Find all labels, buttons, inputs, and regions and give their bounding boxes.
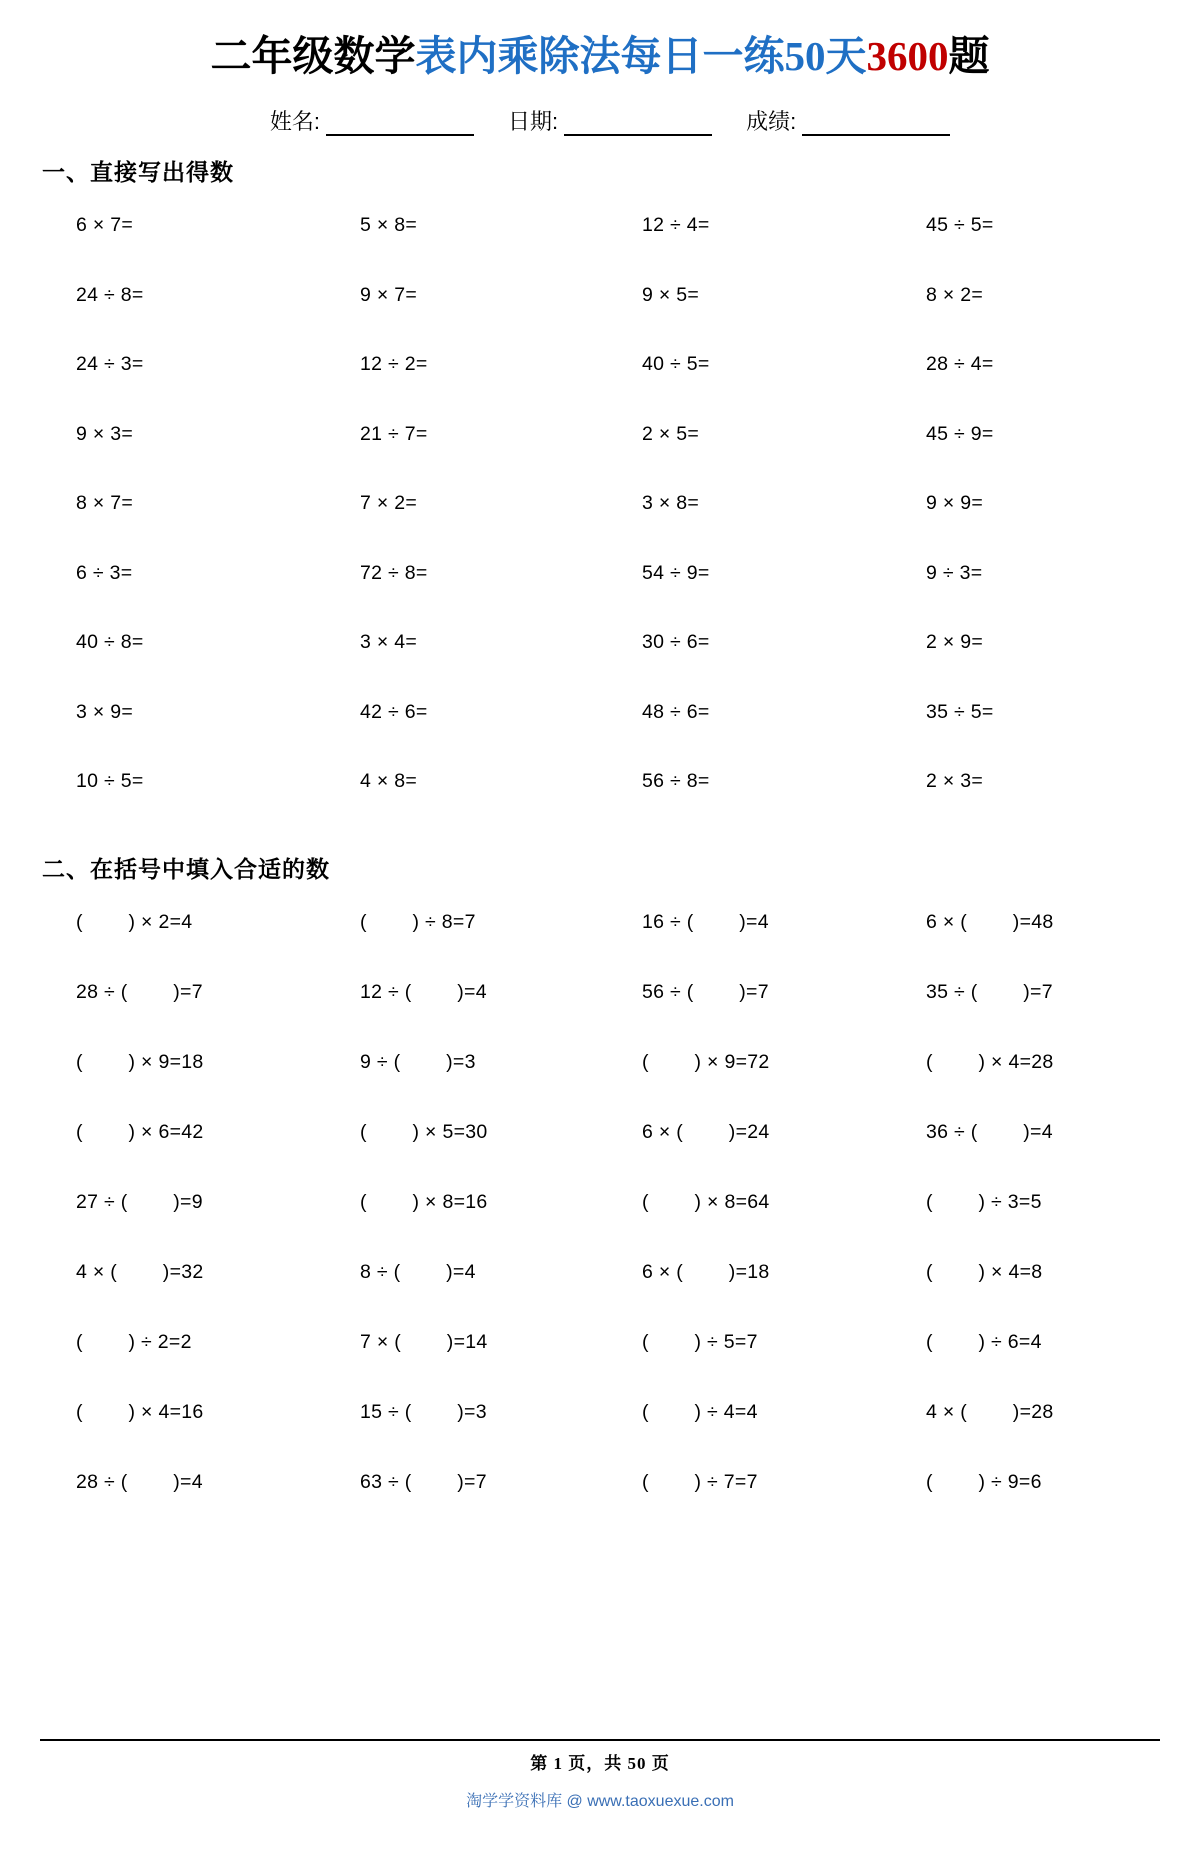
problem-cell[interactable]: [40, 888, 320, 958]
section-2-problem-grid: [40, 888, 1160, 1518]
problem-expression: 4 × 8=: [360, 770, 418, 793]
problem-expression: 12 ÷ 2=: [360, 353, 428, 376]
problem-expression: ( ) × 9=18: [76, 1051, 204, 1074]
date-field-group: [508, 105, 712, 136]
problem-expression: 8 × 7=: [76, 492, 134, 515]
section-1-heading: 一、直接写出得数: [42, 159, 234, 186]
problem-expression: 12 ÷ ( )=4: [360, 981, 487, 1004]
problem-expression: 8 ÷ ( )=4: [360, 1261, 476, 1284]
problem-expression: 6 × ( )=48: [926, 911, 1054, 934]
problem-expression: 3 × 4=: [360, 631, 418, 654]
problem-expression: 9 ÷ ( )=3: [360, 1051, 476, 1074]
problem-cell[interactable]: [600, 958, 880, 1028]
problem-expression: 9 × 7=: [360, 283, 418, 306]
problem-cell[interactable]: [40, 191, 320, 261]
title-part-subject: 二年级数学: [210, 33, 416, 79]
problem-cell[interactable]: [600, 747, 880, 817]
date-label: 日期:: [507, 109, 559, 135]
section-2-heading: 二、在括号中填入合适的数: [42, 855, 330, 882]
problem-expression: ( ) ÷ 8=7: [360, 911, 476, 934]
problem-cell[interactable]: [320, 888, 600, 958]
problem-expression: 28 ÷ ( )=4: [76, 1471, 203, 1494]
problem-cell[interactable]: [600, 469, 880, 539]
problem-cell[interactable]: [880, 539, 1160, 609]
problem-expression: 7 × ( )=14: [360, 1331, 488, 1354]
problem-expression: 54 ÷ 9=: [642, 561, 710, 584]
problem-expression: 12 ÷ 4=: [642, 214, 710, 237]
problem-cell[interactable]: [320, 678, 600, 748]
problem-cell[interactable]: [320, 261, 600, 331]
problem-expression: ( ) × 4=8: [926, 1261, 1043, 1284]
problem-cell[interactable]: [40, 1378, 320, 1448]
problem-expression: 6 × ( )=24: [642, 1121, 770, 1144]
problem-cell[interactable]: [880, 678, 1160, 748]
problem-expression: 45 ÷ 5=: [926, 214, 994, 237]
problem-cell[interactable]: [880, 1028, 1160, 1098]
problem-expression: 28 ÷ ( )=7: [76, 981, 203, 1004]
problem-expression: 15 ÷ ( )=3: [360, 1401, 487, 1424]
problem-expression: ( ) × 9=72: [642, 1051, 770, 1074]
problem-cell[interactable]: [40, 1308, 320, 1378]
problem-expression: ( ) × 2=4: [76, 911, 193, 934]
site-watermark: 淘学学资料库 @ www.taoxuexue.com: [466, 1793, 734, 1810]
title-part-topic: 表内乘除法每日一练50天: [415, 33, 867, 79]
problem-expression: 35 ÷ 5=: [926, 700, 994, 723]
problem-expression: 9 × 9=: [926, 492, 984, 515]
problem-expression: ( ) ÷ 6=4: [926, 1331, 1042, 1354]
problem-cell[interactable]: [600, 1308, 880, 1378]
problem-cell[interactable]: [880, 1168, 1160, 1238]
problem-cell[interactable]: [600, 400, 880, 470]
problem-expression: ( ) ÷ 4=4: [642, 1401, 758, 1424]
page-number: 第 1 页，共 50 页: [530, 1754, 670, 1773]
problem-expression: 27 ÷ ( )=9: [76, 1191, 203, 1214]
problem-expression: 21 ÷ 7=: [360, 422, 428, 445]
problem-expression: 28 ÷ 4=: [926, 353, 994, 376]
problem-cell[interactable]: [600, 1098, 880, 1168]
problem-expression: ( ) × 8=64: [642, 1191, 770, 1214]
problem-cell[interactable]: [40, 958, 320, 1028]
problem-expression: 6 × ( )=18: [642, 1261, 770, 1284]
problem-cell[interactable]: [320, 1378, 600, 1448]
problem-expression: 24 ÷ 8=: [76, 283, 144, 306]
problem-cell[interactable]: [880, 958, 1160, 1028]
name-field-group: [270, 105, 474, 136]
problem-cell[interactable]: [600, 1168, 880, 1238]
problem-cell[interactable]: [40, 539, 320, 609]
problem-cell[interactable]: [40, 1168, 320, 1238]
problem-cell[interactable]: [880, 1448, 1160, 1518]
problem-expression: 2 × 5=: [642, 422, 700, 445]
problem-expression: ( ) ÷ 5=7: [642, 1331, 758, 1354]
problem-expression: 56 ÷ ( )=7: [642, 981, 769, 1004]
date-input-blank[interactable]: [564, 112, 712, 136]
problem-expression: ( ) × 8=16: [360, 1191, 488, 1214]
section-1-problem-grid: [40, 191, 1160, 817]
problem-expression: 5 × 8=: [360, 214, 418, 237]
problem-cell[interactable]: [880, 1238, 1160, 1308]
problem-cell[interactable]: [320, 539, 600, 609]
problem-expression: 72 ÷ 8=: [360, 561, 428, 584]
problem-cell[interactable]: [880, 191, 1160, 261]
problem-expression: 9 × 5=: [642, 283, 700, 306]
problem-expression: ( ) ÷ 7=7: [642, 1471, 758, 1494]
problem-expression: 3 × 8=: [642, 492, 700, 515]
problem-cell[interactable]: [880, 1308, 1160, 1378]
problem-cell[interactable]: [600, 330, 880, 400]
problem-cell[interactable]: [40, 678, 320, 748]
title-part-count: 3600: [866, 33, 949, 79]
page-title: [40, 34, 1160, 79]
problem-expression: 42 ÷ 6=: [360, 700, 428, 723]
problem-cell[interactable]: [600, 1028, 880, 1098]
problem-expression: 4 × ( )=32: [76, 1261, 204, 1284]
problem-cell[interactable]: [320, 1168, 600, 1238]
problem-expression: 56 ÷ 8=: [642, 770, 710, 793]
problem-cell[interactable]: [320, 191, 600, 261]
name-label: 姓名:: [269, 109, 320, 135]
problem-expression: ( ) × 5=30: [360, 1121, 488, 1144]
title-part-unit: 题: [948, 33, 990, 79]
problem-expression: ( ) × 6=42: [76, 1121, 204, 1144]
problem-cell[interactable]: [600, 191, 880, 261]
score-label: 成绩:: [746, 109, 797, 135]
problem-expression: 40 ÷ 5=: [642, 353, 710, 376]
problem-cell[interactable]: [40, 1028, 320, 1098]
problem-cell[interactable]: [880, 1378, 1160, 1448]
problem-cell[interactable]: [880, 888, 1160, 958]
problem-expression: 45 ÷ 9=: [926, 422, 994, 445]
problem-expression: 63 ÷ ( )=7: [360, 1471, 487, 1494]
problem-cell[interactable]: [600, 888, 880, 958]
problem-expression: 4 × ( )=28: [926, 1401, 1054, 1424]
problem-expression: 2 × 9=: [926, 631, 984, 654]
problem-cell[interactable]: [600, 1448, 880, 1518]
problem-expression: 35 ÷ ( )=7: [926, 981, 1053, 1004]
problem-expression: 8 × 2=: [926, 283, 984, 306]
problem-expression: 2 × 3=: [926, 770, 984, 793]
problem-expression: ( ) × 4=28: [926, 1051, 1054, 1074]
problem-cell[interactable]: [600, 1378, 880, 1448]
problem-expression: 36 ÷ ( )=4: [926, 1121, 1053, 1144]
problem-expression: ( ) × 4=16: [76, 1401, 204, 1424]
problem-expression: 24 ÷ 3=: [76, 353, 144, 376]
problem-cell[interactable]: [880, 400, 1160, 470]
problem-expression: 9 × 3=: [76, 422, 134, 445]
problem-expression: 7 × 2=: [360, 492, 418, 515]
problem-expression: 6 ÷ 3=: [76, 561, 133, 584]
problem-cell[interactable]: [600, 608, 880, 678]
problem-cell[interactable]: [880, 330, 1160, 400]
problem-cell[interactable]: [880, 608, 1160, 678]
problem-cell[interactable]: [600, 678, 880, 748]
problem-expression: ( ) ÷ 3=5: [926, 1191, 1042, 1214]
problem-cell[interactable]: [320, 1448, 600, 1518]
problem-expression: ( ) ÷ 9=6: [926, 1471, 1042, 1494]
name-input-blank[interactable]: [326, 112, 474, 136]
problem-cell[interactable]: [40, 400, 320, 470]
student-info-line: [40, 105, 1160, 136]
problem-expression: 9 ÷ 3=: [926, 561, 983, 584]
problem-cell[interactable]: [40, 261, 320, 331]
problem-expression: 3 × 9=: [76, 700, 134, 723]
problem-cell[interactable]: [880, 469, 1160, 539]
problem-cell[interactable]: [320, 469, 600, 539]
problem-expression: 16 ÷ ( )=4: [642, 911, 769, 934]
problem-cell[interactable]: [320, 1098, 600, 1168]
problem-cell[interactable]: [320, 608, 600, 678]
problem-cell[interactable]: [320, 330, 600, 400]
score-input-blank[interactable]: [802, 112, 950, 136]
problem-cell[interactable]: [40, 1098, 320, 1168]
problem-cell[interactable]: [880, 747, 1160, 817]
problem-expression: 48 ÷ 6=: [642, 700, 710, 723]
problem-expression: 6 × 7=: [76, 214, 134, 237]
problem-cell[interactable]: [40, 747, 320, 817]
problem-cell[interactable]: [40, 330, 320, 400]
problem-cell[interactable]: [600, 261, 880, 331]
problem-cell[interactable]: [320, 958, 600, 1028]
page-footer: [40, 1739, 1160, 1811]
problem-expression: 30 ÷ 6=: [642, 631, 710, 654]
problem-cell[interactable]: [880, 261, 1160, 331]
problem-cell[interactable]: [40, 469, 320, 539]
problem-cell[interactable]: [320, 1028, 600, 1098]
problem-cell[interactable]: [40, 608, 320, 678]
problem-cell[interactable]: [320, 400, 600, 470]
problem-cell[interactable]: [40, 1238, 320, 1308]
problem-cell[interactable]: [320, 1308, 600, 1378]
problem-expression: 40 ÷ 8=: [76, 631, 144, 654]
problem-cell[interactable]: [600, 1238, 880, 1308]
problem-cell[interactable]: [320, 1238, 600, 1308]
problem-expression: ( ) ÷ 2=2: [76, 1331, 192, 1354]
problem-cell[interactable]: [880, 1098, 1160, 1168]
problem-cell[interactable]: [600, 539, 880, 609]
problem-cell[interactable]: [320, 747, 600, 817]
score-field-group: [746, 105, 950, 136]
problem-cell[interactable]: [40, 1448, 320, 1518]
footer-divider: [40, 1739, 1160, 1741]
problem-expression: 10 ÷ 5=: [76, 770, 144, 793]
